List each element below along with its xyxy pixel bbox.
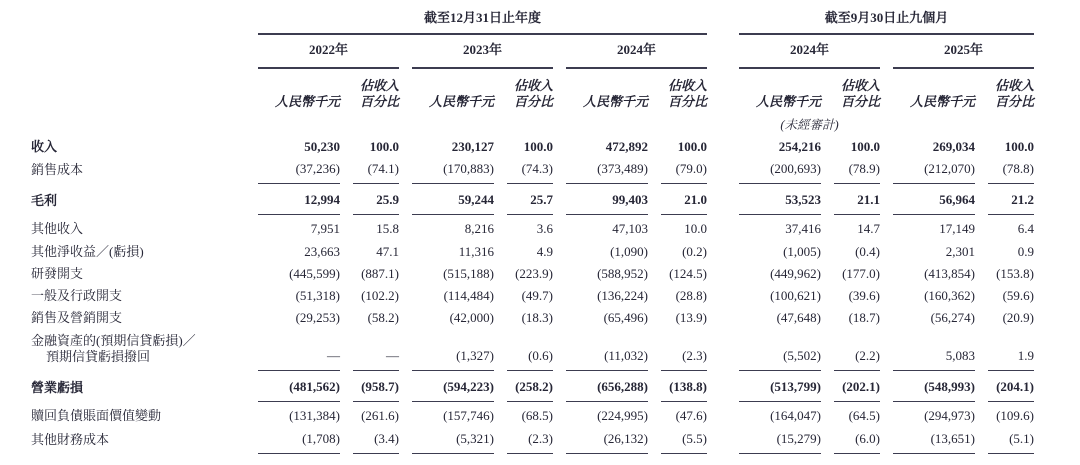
amount-value: 269,034: [932, 138, 975, 154]
amount-value: (37,236): [258, 158, 340, 184]
amount-value: (373,489): [566, 158, 648, 184]
amount-value: (13,651): [893, 428, 975, 454]
amount-value: (594,223): [412, 371, 494, 402]
column-gap: [720, 35, 726, 68]
table-row: [23, 285, 1034, 307]
amount-value: (47,648): [776, 310, 821, 326]
pct-value: (0.6): [507, 330, 553, 372]
amount-value: 5,083: [893, 330, 975, 372]
row-label: 研發開支: [31, 265, 84, 281]
year-header-row: [23, 35, 1034, 68]
amount-value: (136,224): [597, 288, 648, 304]
pct-value: (68.5): [521, 408, 553, 424]
pct-value: 6.4: [1017, 221, 1034, 237]
row-label: 收入: [31, 138, 58, 154]
amount-value: (11,032): [566, 330, 648, 372]
amount-value: (15,279): [739, 428, 821, 454]
pct-value: 25.7: [507, 184, 553, 215]
pct-value: (59.6): [1002, 288, 1034, 304]
pct-value: 1.9: [988, 330, 1034, 372]
amount-value: (588,952): [597, 265, 648, 281]
column-gap: [720, 158, 726, 184]
pct-value: (78.8): [988, 158, 1034, 184]
amount-value: (164,047): [770, 408, 821, 424]
amount-value: (515,188): [443, 265, 494, 281]
amount-header: 人民幣千元: [274, 93, 340, 109]
pct-value: 21.1: [834, 184, 880, 215]
amount-value: 8,216: [464, 221, 494, 237]
pct-value: (109.6): [996, 408, 1034, 424]
pct-value: (124.5): [669, 265, 707, 281]
unaudited-note: (未經審計): [780, 118, 839, 132]
amount-value: 230,127: [451, 138, 494, 154]
amount-value: 17,149: [939, 221, 975, 237]
year-header-2024-interim: 2024年: [739, 35, 880, 68]
pct-value: (18.7): [848, 310, 880, 326]
amount-value: (100,621): [770, 288, 821, 304]
row-label-line1: 金融資產的(預期信貸虧損)／: [31, 332, 196, 348]
header-spacer: [23, 115, 245, 136]
year-header-2025-interim: 2025年: [893, 35, 1034, 68]
amount-value: (1,708): [258, 428, 340, 454]
table-row: [23, 402, 1034, 427]
amount-value: (56,274): [930, 310, 975, 326]
pct-value: 100.0: [369, 138, 399, 154]
pct-value: (39.6): [848, 288, 880, 304]
amount-header: 人民幣千元: [428, 93, 494, 109]
pct-value: (64.5): [848, 408, 880, 424]
financial-statement-table: [10, 6, 1047, 454]
amount-value: (51,318): [295, 288, 340, 304]
pct-value: (887.1): [361, 265, 399, 281]
column-gap: [720, 115, 726, 136]
row-label: 其他淨收益／(虧損): [31, 243, 144, 259]
pct-value: (223.9): [515, 265, 553, 281]
pct-value: (20.9): [1002, 310, 1034, 326]
pct-value: 21.2: [988, 184, 1034, 215]
pct-value: (258.2): [507, 371, 553, 402]
pct-value: (49.7): [521, 288, 553, 304]
amount-header: 人民幣千元: [582, 93, 648, 109]
amount-value: (65,496): [603, 310, 648, 326]
table-row: [23, 215, 1034, 240]
amount-value: (1,005): [783, 243, 821, 259]
pct-value: (28.8): [675, 288, 707, 304]
period-group-interim: 截至9月30日止九個月: [739, 6, 1034, 35]
amount-value: (29,253): [295, 310, 340, 326]
column-gap: [720, 215, 726, 240]
table-row: [23, 371, 1034, 402]
row-label: [23, 330, 245, 372]
amount-value: (212,070): [893, 158, 975, 184]
amount-value: (449,962): [770, 265, 821, 281]
pct-value: (0.4): [855, 243, 880, 259]
amount-value: —: [258, 330, 340, 372]
pct-value: (261.6): [361, 408, 399, 424]
amount-value: (294,973): [924, 408, 975, 424]
table-row: [23, 263, 1034, 285]
amount-value: (157,746): [443, 408, 494, 424]
column-gap: [720, 263, 726, 285]
amount-value: (513,799): [739, 371, 821, 402]
column-gap: [720, 6, 726, 35]
column-gap: [720, 371, 726, 402]
pct-value: (74.1): [353, 158, 399, 184]
amount-value: (5,321): [412, 428, 494, 454]
column-gap: [720, 402, 726, 427]
table-row: [23, 184, 1034, 215]
pct-value: (204.1): [988, 371, 1034, 402]
pct-header: 佔收入 百分比: [513, 77, 553, 109]
row-label: 其他財務成本: [31, 431, 110, 447]
amount-value: 11,316: [458, 243, 494, 259]
year-header-2023: 2023年: [412, 35, 553, 68]
amount-value: 53,523: [739, 184, 821, 215]
amount-value: (224,995): [597, 408, 648, 424]
amount-value: (26,132): [566, 428, 648, 454]
table-body: [23, 136, 1034, 454]
table-row: [23, 136, 1034, 158]
column-gap: [720, 307, 726, 329]
table-row: [23, 307, 1034, 329]
pct-value: (202.1): [834, 371, 880, 402]
row-label: 毛利: [31, 193, 58, 209]
pct-value: (74.3): [507, 158, 553, 184]
row-label: 銷售成本: [31, 161, 84, 177]
row-label-line2: 預期信貸虧損撥回: [46, 348, 151, 364]
amount-value: (42,000): [449, 310, 494, 326]
amount-value: (131,384): [289, 408, 340, 424]
pct-value: (0.2): [682, 243, 707, 259]
pct-value: (79.0): [661, 158, 707, 184]
row-label: 銷售及營銷開支: [31, 310, 123, 326]
amount-header: 人民幣千元: [909, 93, 975, 109]
pct-value: 100.0: [677, 138, 707, 154]
pct-value: 25.9: [353, 184, 399, 215]
pct-value: (5.1): [988, 428, 1034, 454]
row-label: 營業虧損: [31, 380, 84, 396]
pct-value: (138.8): [661, 371, 707, 402]
amount-value: (413,854): [924, 265, 975, 281]
header-spacer: [23, 69, 245, 116]
row-label: 贖回負債賬面價值變動: [31, 408, 162, 424]
pct-value: 100.0: [523, 138, 553, 154]
pct-value: 0.9: [1017, 243, 1034, 259]
pct-value: 47.1: [376, 243, 399, 259]
amount-value: 99,403: [566, 184, 648, 215]
pct-value: 21.0: [661, 184, 707, 215]
pct-value: 10.0: [684, 221, 707, 237]
pct-value: (6.0): [834, 428, 880, 454]
pct-header: 佔收入 百分比: [359, 77, 399, 109]
amount-value: 7,951: [310, 221, 340, 237]
pct-value: (958.7): [353, 371, 399, 402]
amount-value: (1,327): [412, 330, 494, 372]
pct-value: 3.6: [536, 221, 553, 237]
amount-value: 47,103: [612, 221, 648, 237]
amount-value: (170,883): [412, 158, 494, 184]
amount-value: (445,599): [289, 265, 340, 281]
amount-value: 12,994: [258, 184, 340, 215]
amount-value: 59,244: [412, 184, 494, 215]
amount-value: (114,484): [443, 288, 494, 304]
pct-header: 佔收入 百分比: [994, 77, 1034, 109]
pct-value: 100.0: [850, 138, 880, 154]
pct-value: (18.3): [521, 310, 553, 326]
pct-value: (2.2): [834, 330, 880, 372]
amount-value: 50,230: [304, 138, 340, 154]
header-spacer: [23, 6, 245, 35]
amount-value: 2,301: [945, 243, 975, 259]
pct-value: (2.3): [661, 330, 707, 372]
table-row: [23, 330, 1034, 372]
pct-header: 佔收入 百分比: [667, 77, 707, 109]
table-row: [23, 241, 1034, 263]
amount-value: (160,362): [924, 288, 975, 304]
pct-value: (47.6): [675, 408, 707, 424]
pct-value: 4.9: [536, 243, 553, 259]
amount-header: 人民幣千元: [755, 93, 821, 109]
pct-value: (102.2): [361, 288, 399, 304]
pct-value: (153.8): [996, 265, 1034, 281]
amount-value: 23,663: [304, 243, 340, 259]
amount-value: (1,090): [610, 243, 648, 259]
row-label: 一般及行政開支: [31, 288, 123, 304]
amount-value: (656,288): [566, 371, 648, 402]
pct-value: (2.3): [507, 428, 553, 454]
year-header-2022: 2022年: [258, 35, 399, 68]
period-group-annual: 截至12月31日止年度: [258, 6, 707, 35]
pct-value: 14.7: [857, 221, 880, 237]
amount-value: 472,892: [605, 138, 648, 154]
period-header-row: [23, 6, 1034, 35]
column-gap: [720, 69, 726, 116]
amount-value: (548,993): [893, 371, 975, 402]
amount-value: 37,416: [785, 221, 821, 237]
column-gap: [720, 184, 726, 215]
pct-header: 佔收入 百分比: [840, 77, 880, 109]
pct-value: 15.8: [376, 221, 399, 237]
pct-value: (5.5): [661, 428, 707, 454]
column-gap: [720, 285, 726, 307]
table-row: [23, 428, 1034, 454]
column-gap: [720, 330, 726, 372]
unaudited-note-row: [23, 115, 1034, 136]
amount-value: (481,562): [258, 371, 340, 402]
header-spacer: [23, 35, 245, 68]
amount-value: 56,964: [893, 184, 975, 215]
table-row: [23, 158, 1034, 184]
column-gap: [720, 428, 726, 454]
column-gap: [720, 241, 726, 263]
pct-value: (78.9): [834, 158, 880, 184]
column-gap: [720, 136, 726, 158]
pct-value: (177.0): [842, 265, 880, 281]
column-header-row: [23, 69, 1034, 116]
amount-value: (5,502): [739, 330, 821, 372]
amount-value: 254,216: [778, 138, 821, 154]
pct-value: —: [353, 330, 399, 372]
pct-value: (13.9): [675, 310, 707, 326]
row-label: 其他收入: [31, 221, 84, 237]
year-header-2024: 2024年: [566, 35, 707, 68]
pct-value: (3.4): [353, 428, 399, 454]
pct-value: 100.0: [1004, 138, 1034, 154]
amount-value: (200,693): [739, 158, 821, 184]
pct-value: (58.2): [367, 310, 399, 326]
